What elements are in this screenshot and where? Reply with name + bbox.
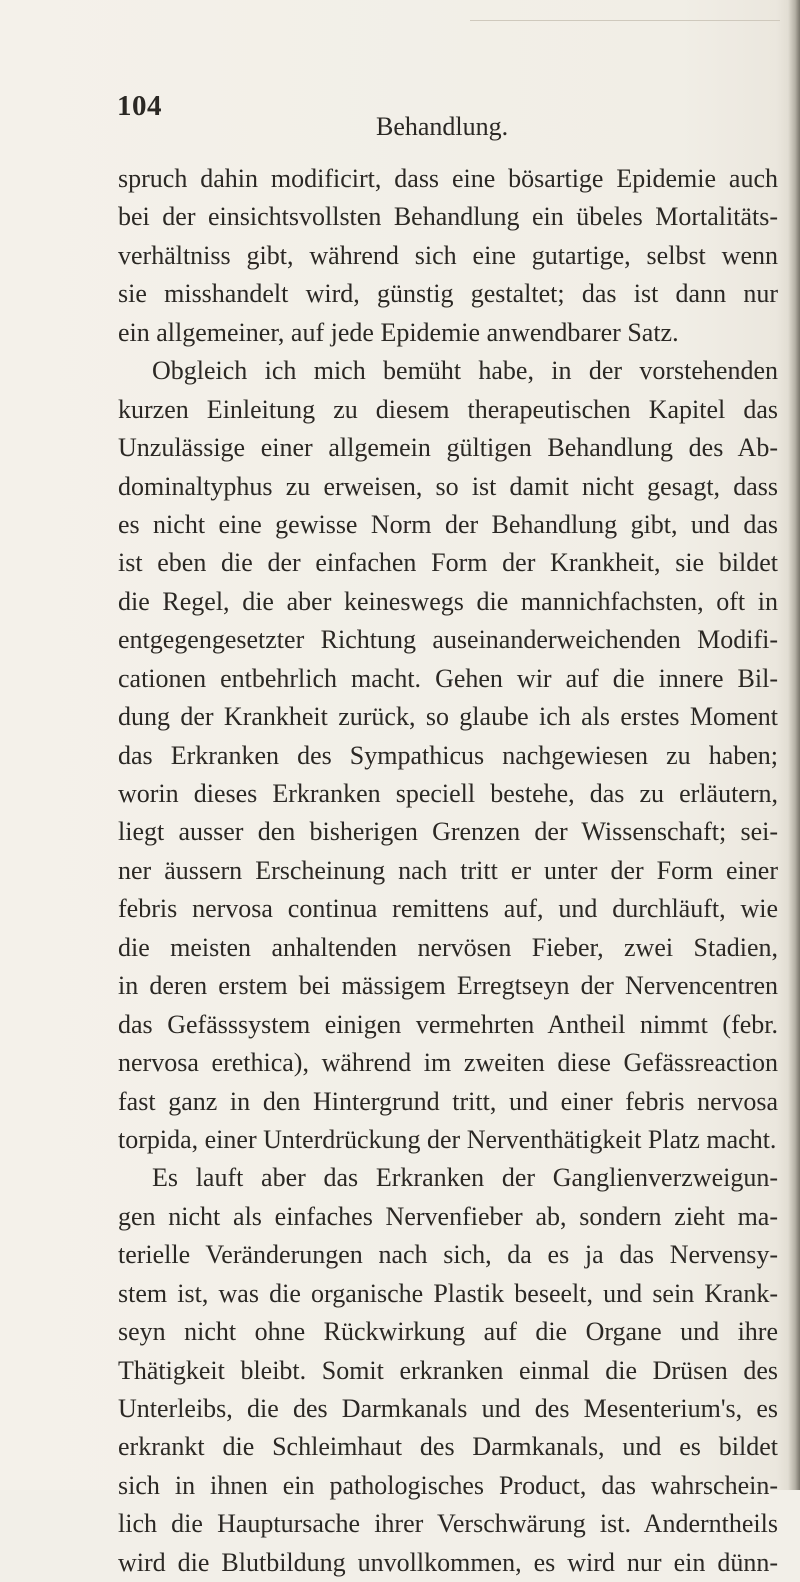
text-line: dominaltyphus zu erweisen, so ist damit nicht gesagt, dass: [118, 471, 778, 501]
text-line: das Gefässsystem einigen vermehrten Antheil nimmt (febr.: [118, 1009, 778, 1039]
page-number: 104: [117, 90, 162, 122]
text-line: nervosa erethica), während im zweiten diese Gefässreaction: [118, 1048, 778, 1078]
text-line: das Erkranken des Sympathicus nachgewiesen zu haben;: [118, 740, 778, 770]
text-line: gen nicht als einfaches Nervenfieber ab, sondern zieht ma-: [118, 1201, 778, 1231]
text-line: verhältniss gibt, während sich eine gutartige, selbst wenn: [118, 240, 778, 270]
text-line: sie misshandelt wird, günstig gestaltet; das ist dann nur: [118, 279, 778, 309]
text-line: Unterleibs, die des Darmkanals und des Mesenterium's, es: [118, 1394, 778, 1423]
text-line: stem ist, was die organische Plastik beseelt, und sein Krank-: [118, 1278, 778, 1308]
text-line: spruch dahin modificirt, dass eine bösartige Epidemie auch: [118, 164, 778, 193]
text-line: Es lauft aber das Erkranken der Ganglienverzweigun-: [152, 1163, 778, 1193]
body-text: [118, 160, 778, 1582]
text-line: febris nervosa continua remittens auf, und durchläuft, wie: [118, 894, 778, 924]
text-line: Thätigkeit bleibt. Somit erkranken einmal die Drüsen des: [118, 1355, 778, 1385]
text-line: bei der einsichtsvollsten Behandlung ein übeles Mortalitäts-: [118, 202, 778, 232]
text-line: terielle Veränderungen nach sich, da es ja das Nervensy-: [118, 1240, 778, 1270]
text-line: in deren erstem bei mässigem Erregtseyn der Nervencentren: [118, 971, 778, 1001]
text-line: Obgleich ich mich bemüht habe, in der vorstehenden: [152, 356, 778, 386]
text-line: wird die Blutbildung unvollkommen, es wird nur ein dünn-: [118, 1547, 778, 1577]
page-gutter-shadow: [788, 0, 800, 1490]
text-line: dung der Krankheit zurück, so glaube ich als erstes Moment: [118, 702, 778, 732]
text-line: entgegengesetzter Richtung auseinanderweichenden Modifi-: [118, 625, 778, 655]
text-line: die meisten anhaltenden nervösen Fieber, zwei Stadien,: [118, 932, 778, 962]
text-line: erkrankt die Schleimhaut des Darmkanals, und es bildet: [118, 1432, 778, 1462]
text-line: die Regel, die aber keineswegs die mannichfachsten, oft in: [118, 586, 778, 616]
text-line: liegt ausser den bisherigen Grenzen der Wissenschaft; sei-: [118, 817, 778, 847]
top-page-edge: [470, 20, 780, 21]
text-line: lich die Hauptursache ihrer Verschwärung ist. Anderntheils: [118, 1509, 778, 1539]
text-line: fast ganz in den Hintergrund tritt, und einer febris nervosa: [118, 1086, 778, 1116]
text-line: ner äussern Erscheinung nach tritt er unter der Form einer: [118, 855, 778, 885]
text-line: seyn nicht ohne Rückwirkung auf die Organe und ihre: [118, 1317, 778, 1347]
text-line: kurzen Einleitung zu diesem therapeutischen Kapitel das: [118, 394, 778, 424]
text-line: sich in ihnen ein pathologisches Product, das wahrschein-: [118, 1470, 778, 1500]
text-line: torpida, einer Unterdrückung der Nerventhätigkeit Platz macht.: [118, 1124, 777, 1154]
text-line: ein allgemeiner, auf jede Epidemie anwendbarer Satz.: [118, 317, 679, 347]
text-line: worin dieses Erkranken speciell bestehe, das zu erläutern,: [118, 779, 778, 808]
text-line: ist eben die der einfachen Form der Krankheit, sie bildet: [118, 548, 778, 578]
text-line: cationen entbehrlich macht. Gehen wir auf die innere Bil-: [118, 663, 778, 693]
running-head: Behandlung.: [376, 112, 509, 141]
text-line: es nicht eine gewisse Norm der Behandlung gibt, und das: [118, 509, 778, 539]
text-line: Unzulässige einer allgemein gültigen Behandlung des Ab-: [118, 433, 778, 463]
